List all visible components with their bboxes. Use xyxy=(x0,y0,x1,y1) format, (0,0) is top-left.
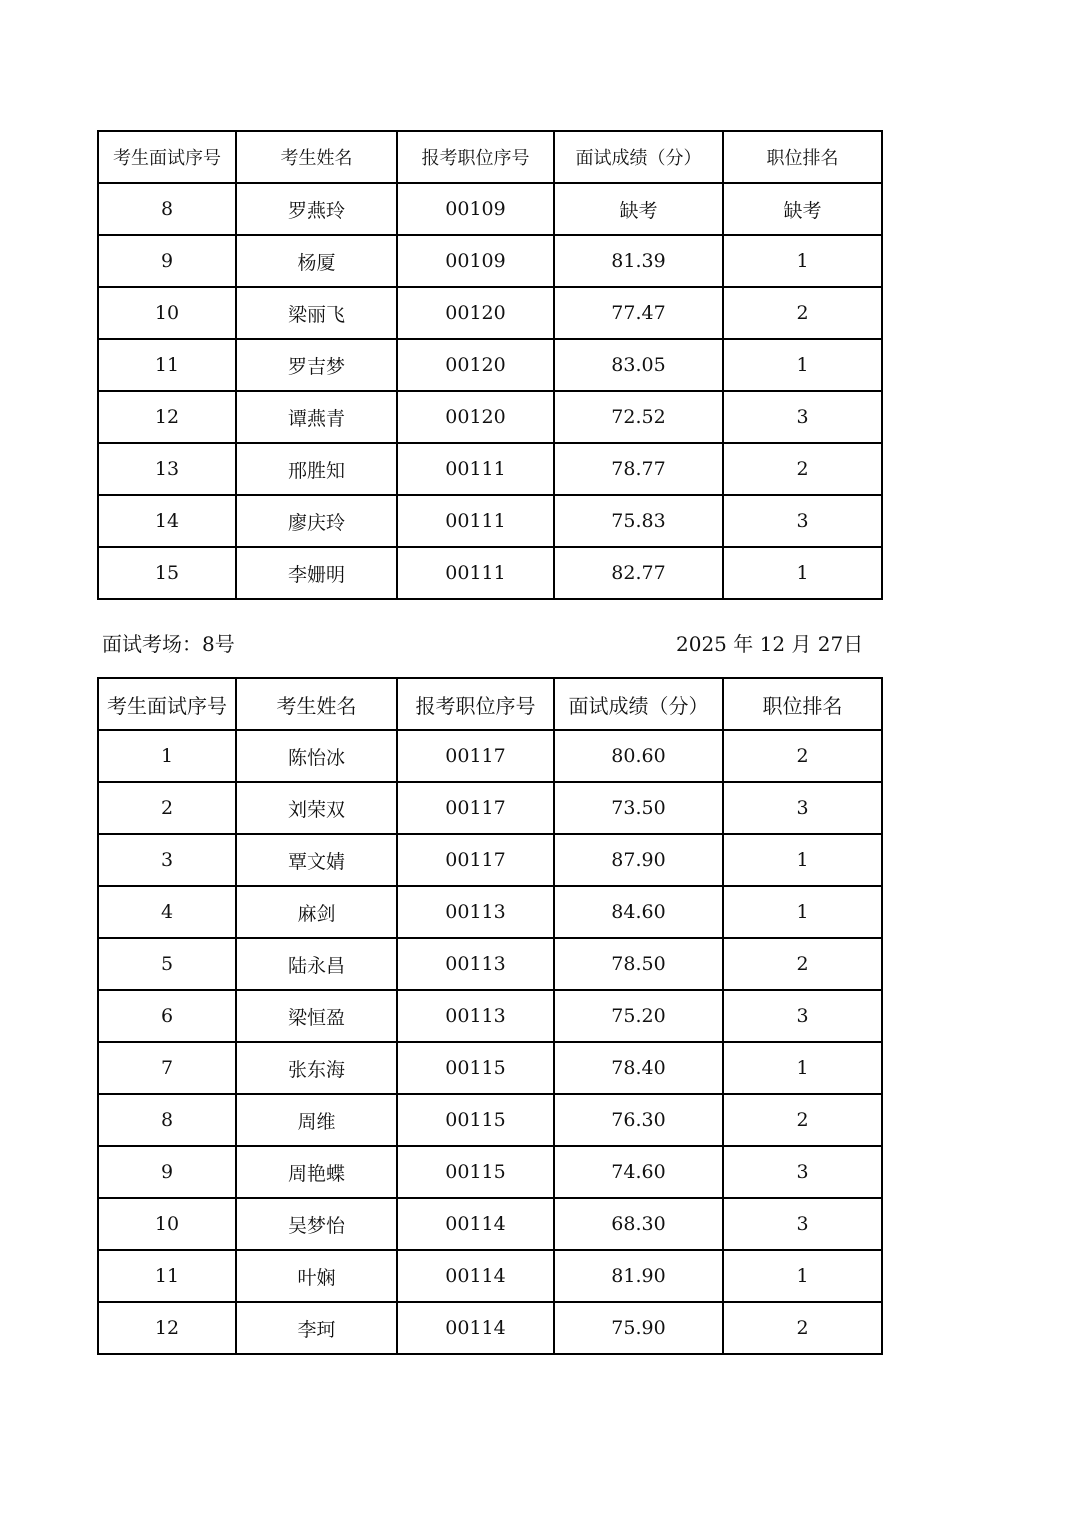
cell-position-rank: 2 xyxy=(723,1094,882,1146)
cell-interview-no: 5 xyxy=(98,938,236,990)
table-header-row xyxy=(98,131,882,183)
cell-position-no: 00115 xyxy=(397,1146,554,1198)
cell-position-rank: 1 xyxy=(723,834,882,886)
cell-position-no: 00111 xyxy=(397,495,554,547)
cell-candidate-name: 邢胜知 xyxy=(236,443,397,495)
cell-interview-no: 11 xyxy=(98,1250,236,1302)
cell-position-rank: 2 xyxy=(723,938,882,990)
cell-position-rank: 1 xyxy=(723,886,882,938)
table-row xyxy=(98,235,882,287)
table-row xyxy=(98,1302,882,1354)
cell-position-rank: 1 xyxy=(723,339,882,391)
cell-candidate-name: 覃文婧 xyxy=(236,834,397,886)
table-row xyxy=(98,1094,882,1146)
cell-interview-score: 68.30 xyxy=(554,1198,723,1250)
cell-interview-no: 1 xyxy=(98,730,236,782)
header-position-no: 报考职位序号 xyxy=(397,131,554,183)
cell-position-no: 00113 xyxy=(397,990,554,1042)
cell-interview-score: 81.39 xyxy=(554,235,723,287)
table-row xyxy=(98,1250,882,1302)
cell-interview-no: 8 xyxy=(98,1094,236,1146)
cell-candidate-name: 周艳蝶 xyxy=(236,1146,397,1198)
cell-interview-score: 74.60 xyxy=(554,1146,723,1198)
header-position-no: 报考职位序号 xyxy=(397,678,554,730)
header-candidate-name: 考生姓名 xyxy=(236,131,397,183)
table-header-row xyxy=(98,678,882,730)
table-row xyxy=(98,391,882,443)
table-row xyxy=(98,1146,882,1198)
cell-position-rank: 3 xyxy=(723,1198,882,1250)
cell-position-no: 00114 xyxy=(397,1302,554,1354)
header-interview-score: 面试成绩（分） xyxy=(554,131,723,183)
table-row xyxy=(98,886,882,938)
cell-interview-no: 2 xyxy=(98,782,236,834)
cell-position-rank: 1 xyxy=(723,547,882,599)
table-row xyxy=(98,495,882,547)
cell-candidate-name: 罗吉梦 xyxy=(236,339,397,391)
cell-interview-score: 80.60 xyxy=(554,730,723,782)
cell-interview-score: 83.05 xyxy=(554,339,723,391)
cell-interview-no: 9 xyxy=(98,235,236,287)
cell-candidate-name: 梁丽飞 xyxy=(236,287,397,339)
table-row xyxy=(98,938,882,990)
cell-interview-no: 13 xyxy=(98,443,236,495)
cell-interview-score: 75.20 xyxy=(554,990,723,1042)
cell-candidate-name: 李姗明 xyxy=(236,547,397,599)
table-row xyxy=(98,183,882,235)
table-row xyxy=(98,834,882,886)
cell-interview-score: 78.40 xyxy=(554,1042,723,1094)
cell-interview-no: 10 xyxy=(98,287,236,339)
cell-position-no: 00117 xyxy=(397,782,554,834)
cell-interview-score: 72.52 xyxy=(554,391,723,443)
cell-position-no: 00115 xyxy=(397,1042,554,1094)
table-row xyxy=(98,339,882,391)
header-interview-score: 面试成绩（分） xyxy=(554,678,723,730)
cell-position-no: 00111 xyxy=(397,547,554,599)
score-table-previous-room xyxy=(97,130,883,600)
cell-interview-score: 75.83 xyxy=(554,495,723,547)
cell-position-rank: 2 xyxy=(723,1302,882,1354)
cell-candidate-name: 吴梦怡 xyxy=(236,1198,397,1250)
header-position-rank: 职位排名 xyxy=(723,131,882,183)
table-row xyxy=(98,443,882,495)
cell-candidate-name: 罗燕玲 xyxy=(236,183,397,235)
cell-candidate-name: 杨厦 xyxy=(236,235,397,287)
cell-position-rank: 3 xyxy=(723,391,882,443)
cell-position-no: 00120 xyxy=(397,391,554,443)
cell-position-no: 00114 xyxy=(397,1198,554,1250)
cell-interview-no: 8 xyxy=(98,183,236,235)
exam-date-label: 2025 年 12 月 27日 xyxy=(676,632,864,656)
cell-interview-score: 87.90 xyxy=(554,834,723,886)
cell-position-rank: 1 xyxy=(723,1250,882,1302)
cell-candidate-name: 周维 xyxy=(236,1094,397,1146)
cell-candidate-name: 廖庆玲 xyxy=(236,495,397,547)
cell-candidate-name: 谭燕青 xyxy=(236,391,397,443)
cell-interview-score: 78.50 xyxy=(554,938,723,990)
cell-position-rank: 1 xyxy=(723,235,882,287)
cell-position-no: 00113 xyxy=(397,938,554,990)
cell-position-rank: 3 xyxy=(723,495,882,547)
cell-position-rank: 3 xyxy=(723,1146,882,1198)
cell-position-no: 00117 xyxy=(397,730,554,782)
exam-room-label: 面试考场：8号 xyxy=(102,632,235,656)
cell-position-rank: 缺考 xyxy=(723,183,882,235)
cell-interview-score: 81.90 xyxy=(554,1250,723,1302)
cell-position-rank: 2 xyxy=(723,287,882,339)
table-row xyxy=(98,782,882,834)
cell-candidate-name: 叶娴 xyxy=(236,1250,397,1302)
table-row xyxy=(98,730,882,782)
cell-interview-score: 82.77 xyxy=(554,547,723,599)
cell-interview-no: 12 xyxy=(98,1302,236,1354)
cell-candidate-name: 张东海 xyxy=(236,1042,397,1094)
cell-interview-score: 77.47 xyxy=(554,287,723,339)
cell-candidate-name: 麻剑 xyxy=(236,886,397,938)
cell-position-no: 00115 xyxy=(397,1094,554,1146)
cell-interview-no: 11 xyxy=(98,339,236,391)
cell-position-no: 00109 xyxy=(397,183,554,235)
header-candidate-name: 考生姓名 xyxy=(236,678,397,730)
cell-position-rank: 2 xyxy=(723,443,882,495)
cell-interview-no: 6 xyxy=(98,990,236,1042)
cell-interview-no: 15 xyxy=(98,547,236,599)
cell-position-rank: 3 xyxy=(723,782,882,834)
table-row xyxy=(98,287,882,339)
header-interview-no: 考生面试序号 xyxy=(98,678,236,730)
cell-interview-score: 76.30 xyxy=(554,1094,723,1146)
cell-position-rank: 1 xyxy=(723,1042,882,1094)
cell-position-no: 00109 xyxy=(397,235,554,287)
cell-interview-score: 75.90 xyxy=(554,1302,723,1354)
cell-interview-score: 73.50 xyxy=(554,782,723,834)
cell-position-no: 00114 xyxy=(397,1250,554,1302)
header-position-rank: 职位排名 xyxy=(723,678,882,730)
cell-position-no: 00117 xyxy=(397,834,554,886)
table-row xyxy=(98,990,882,1042)
cell-interview-no: 4 xyxy=(98,886,236,938)
score-table-room-8 xyxy=(97,677,883,1355)
cell-interview-no: 7 xyxy=(98,1042,236,1094)
cell-interview-no: 9 xyxy=(98,1146,236,1198)
cell-position-no: 00120 xyxy=(397,339,554,391)
cell-candidate-name: 梁恒盈 xyxy=(236,990,397,1042)
cell-position-rank: 3 xyxy=(723,990,882,1042)
cell-interview-score: 缺考 xyxy=(554,183,723,235)
table-row xyxy=(98,1042,882,1094)
cell-interview-score: 84.60 xyxy=(554,886,723,938)
table-row xyxy=(98,1198,882,1250)
cell-interview-score: 78.77 xyxy=(554,443,723,495)
cell-interview-no: 14 xyxy=(98,495,236,547)
cell-position-no: 00120 xyxy=(397,287,554,339)
cell-position-rank: 2 xyxy=(723,730,882,782)
cell-candidate-name: 李珂 xyxy=(236,1302,397,1354)
header-interview-no: 考生面试序号 xyxy=(98,131,236,183)
cell-position-no: 00113 xyxy=(397,886,554,938)
cell-interview-no: 10 xyxy=(98,1198,236,1250)
cell-candidate-name: 陈怡冰 xyxy=(236,730,397,782)
cell-interview-no: 12 xyxy=(98,391,236,443)
cell-candidate-name: 刘荣双 xyxy=(236,782,397,834)
cell-position-no: 00111 xyxy=(397,443,554,495)
cell-candidate-name: 陆永昌 xyxy=(236,938,397,990)
cell-interview-no: 3 xyxy=(98,834,236,886)
table-row xyxy=(98,547,882,599)
